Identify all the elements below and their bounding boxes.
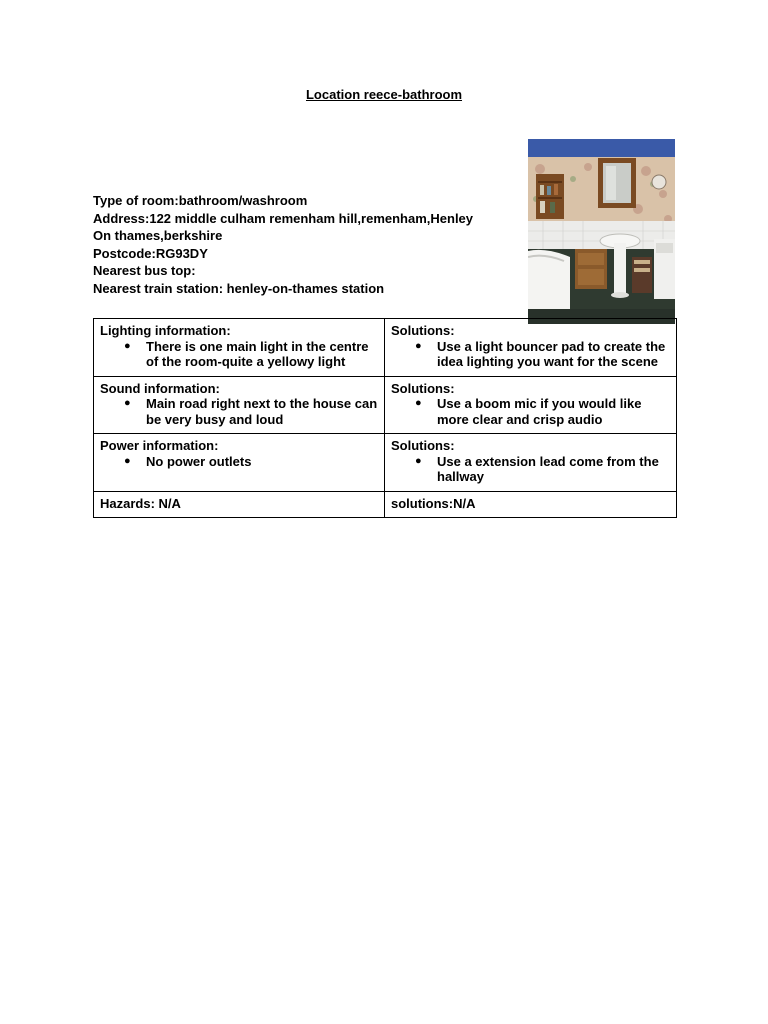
power-information-list bbox=[100, 454, 378, 470]
sound-solutions-cell bbox=[385, 376, 677, 434]
list-item-text: No power outlets bbox=[146, 453, 252, 469]
bullet-icon: ● bbox=[124, 339, 131, 352]
page-title: Location reece-bathroom bbox=[305, 87, 463, 102]
hazards-cell bbox=[94, 491, 385, 518]
hazards-row bbox=[94, 491, 677, 518]
list-item-text: Use a light bouncer pad to create the idea lighting you want for the scene bbox=[437, 338, 666, 369]
power-solutions-list bbox=[391, 454, 670, 485]
lighting-row bbox=[94, 319, 677, 377]
list-item bbox=[124, 396, 378, 427]
bullet-icon: ● bbox=[415, 454, 422, 467]
address-line-2: On thames,berkshire bbox=[93, 228, 223, 243]
lighting-solutions-cell bbox=[385, 319, 677, 377]
sound-information-cell bbox=[94, 376, 385, 434]
sound-information-list bbox=[100, 396, 378, 427]
location-info bbox=[93, 192, 523, 297]
list-item bbox=[415, 396, 670, 427]
address-line-1: Address:122 middle culham remenham hill,remenham,Henley bbox=[93, 210, 474, 226]
bullet-icon: ● bbox=[124, 397, 131, 409]
spacer bbox=[100, 469, 378, 485]
lighting-solutions-heading: Solutions: bbox=[391, 323, 455, 338]
lighting-information-cell bbox=[94, 319, 385, 377]
sound-solutions-heading: Solutions: bbox=[391, 380, 455, 396]
hazards-heading: Hazards: N/A bbox=[100, 495, 181, 511]
nearest-bus-stop: Nearest bus top: bbox=[93, 263, 196, 278]
sound-solutions-list bbox=[391, 396, 670, 427]
lighting-information-list bbox=[100, 339, 378, 370]
power-row bbox=[94, 434, 677, 492]
bullet-icon: ● bbox=[415, 397, 422, 409]
bullet-icon: ● bbox=[124, 454, 131, 467]
bathroom-photo bbox=[528, 139, 675, 324]
list-item-text: Main road right next to the house can be very busy and loud bbox=[146, 396, 378, 427]
power-solutions-heading: Solutions: bbox=[391, 438, 455, 453]
nearest-train-station: Nearest train station: henley-on-thames station bbox=[93, 280, 385, 296]
list-item-text: Use a boom mic if you would like more clear and crisp audio bbox=[437, 396, 642, 427]
hazards-solutions-heading: solutions:N/A bbox=[391, 495, 476, 511]
sound-information-heading: Sound information: bbox=[100, 380, 220, 396]
list-item bbox=[124, 339, 378, 370]
power-information-cell bbox=[94, 434, 385, 492]
room-type: Type of room:bathroom/washroom bbox=[93, 193, 308, 208]
sound-row bbox=[94, 376, 677, 434]
list-item bbox=[124, 454, 378, 470]
postcode: Postcode:RG93DY bbox=[93, 245, 208, 261]
list-item bbox=[415, 339, 670, 370]
list-item-text: Use a extension lead come from the hallway bbox=[437, 453, 659, 484]
lighting-information-heading: Lighting information: bbox=[100, 323, 231, 338]
location-details-table bbox=[93, 318, 677, 518]
list-item bbox=[415, 454, 670, 485]
bullet-icon: ● bbox=[415, 339, 422, 352]
hazards-solutions-cell bbox=[385, 491, 677, 518]
power-solutions-cell bbox=[385, 434, 677, 492]
lighting-solutions-list bbox=[391, 339, 670, 370]
power-information-heading: Power information: bbox=[100, 438, 219, 453]
list-item-text: There is one main light in the centre of the room-quite a yellowy light bbox=[146, 338, 369, 369]
